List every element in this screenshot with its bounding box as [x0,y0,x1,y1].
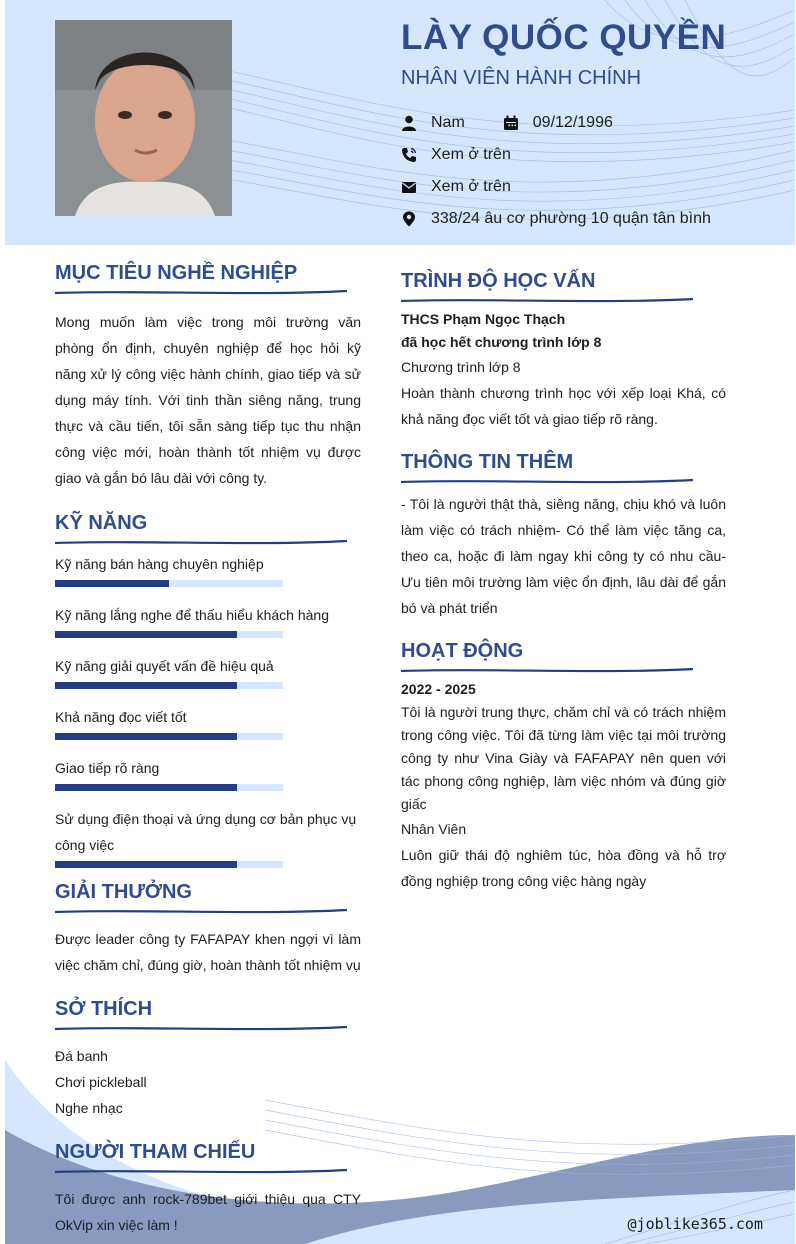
section-references [55,1141,361,1238]
list-item: Chơi pickleball [55,1074,147,1090]
skill-name: Sử dụng điện thoại và ứng dụng cơ bản phục vụ công việc [55,811,357,853]
skill-level-fill [55,861,237,868]
section-title: MỤC TIÊU NGHỀ NGHIỆP [55,262,298,284]
brush-underline [401,478,693,486]
info-row-phone [401,144,511,166]
section-additional-info [401,451,726,621]
info-row-personal [401,112,613,134]
education-school: THCS Phạm Ngọc Thạch [401,311,566,327]
calendar-icon [503,115,519,131]
section-education [401,270,726,432]
skill-name: Giao tiếp rõ ràng [55,760,160,776]
phone-value[interactable]: Xem ở trên [431,146,511,163]
section-hobbies [55,998,361,1121]
list-item: Nghe nhạc [55,1100,123,1116]
skill-level-bar [55,733,283,740]
education-description: Hoàn thành chương trình học với xếp loại Khá, có khả năng đọc viết tốt và giao tiếp rõ ràng. [401,385,726,427]
activity-period: 2022 - 2025 [401,681,476,697]
section-title: GIẢI THƯỞNG [55,881,192,903]
references-text: Tôi được anh rock-789bet giới thiệu qua CTY OkVip xin việc làm ! [55,1191,361,1233]
skill-name: Kỹ năng lắng nghe để thấu hiểu khách hàng [55,607,330,623]
skills-list [55,551,361,868]
additional-text: - Tôi là người thật thà, siêng năng, chịu khó và luôn làm việc có trách nhiệm- Có thể làm việc tăng ca, theo ca, hoặc đi làm ngay khi công ty có nhu cầu- Ưu tiên môi trường làm việc ổn định, lâu dài để gắn bó và phát triển [401,496,726,616]
skill-name: Khả năng đọc viết tốt [55,709,187,725]
gender-value: Nam [431,114,465,131]
skill-level-fill [55,784,237,791]
email-value[interactable]: Xem ở trên [431,178,511,195]
activity-description: Tôi là người trung thực, chăm chỉ và có trách nhiệm trong công việc. Tôi đã từng làm việc tại môi trường công ty như Vina Giày và FAFAPAY nên quen với tác phong công nghiệp, làm việc nhóm và đúng giờ giấc [401,704,726,812]
education-degree: đã học hết chương trình lớp 8 [401,334,602,350]
objective-text: Mong muốn làm việc trong môi trường văn phòng ổn định, chuyên nghiệp để học hỏi kỹ năng xử lý công việc hành chính, giao tiếp và sử dụng máy tính. Với tinh thần siêng năng, trung thực và cầu tiến, tôi sẵn sàng tiếp tục thu nhận công việc mới, hoàn thành tốt nhiệm vụ được giao và gắn bó lâu dài với công ty. [55,314,361,486]
skill-level-fill [55,682,237,689]
skill-name: Kỹ năng giải quyết vấn đề hiệu quả [55,658,274,674]
brush-underline [55,908,347,916]
hobbies-list [55,1043,361,1121]
skill-item [55,704,361,740]
skill-level-bar [55,861,283,868]
skill-item [55,653,361,689]
skill-item [55,551,361,587]
watermark: @joblike365.com [627,1215,763,1233]
user-icon [401,115,417,131]
skill-level-bar [55,631,283,638]
brush-underline [55,1168,347,1176]
map-pin-icon [401,211,417,227]
skill-item [55,755,361,791]
awards-text: Được leader công ty FAFAPAY khen ngợi vì làm việc chăm chỉ, đúng giờ, hoàn thành tốt nhiệm vụ [55,931,361,973]
section-title: NGƯỜI THAM CHIẾU [55,1141,256,1163]
skill-name: Kỹ năng bán hàng chuyên nghiệp [55,556,264,572]
section-awards [55,881,361,978]
section-title: THÔNG TIN THÊM [401,451,574,473]
skill-level-bar [55,682,283,689]
skill-level-bar [55,784,283,791]
list-item: Đá banh [55,1048,108,1064]
phone-icon [401,147,417,163]
activity-role: Nhân Viên [401,821,467,837]
info-row-email [401,176,511,198]
section-title: TRÌNH ĐỘ HỌC VẤN [401,270,596,292]
profile-photo [55,20,232,216]
skill-level-bar [55,580,283,587]
skill-level-fill [55,733,237,740]
info-row-address [401,208,711,230]
envelope-icon [401,179,417,195]
section-title: SỞ THÍCH [55,998,153,1020]
skill-level-fill [55,631,237,638]
birthdate-value: 09/12/1996 [532,114,613,131]
brush-underline [55,1025,347,1033]
section-title: KỸ NĂNG [55,512,148,534]
skill-item [55,602,361,638]
job-title: NHÂN VIÊN HÀNH CHÍNH [401,67,642,89]
section-skills [55,512,361,868]
right-column [401,270,726,894]
brush-underline [55,539,347,547]
section-title: HOẠT ĐỘNG [401,640,524,662]
cv-page [5,0,795,1244]
brush-underline [401,667,693,675]
left-column [55,262,361,1238]
activity-role-description: Luôn giữ thái độ nghiêm túc, hòa đồng và hỗ trợ đồng nghiệp trong công việc hàng ngày [401,847,726,889]
section-objective [55,262,361,491]
skill-level-fill [55,580,169,587]
header [5,0,795,245]
section-activities [401,640,726,894]
brush-underline [401,297,693,305]
address-value: 338/24 âu cơ phường 10 quận tân bình [431,210,711,227]
candidate-name: LÀY QUỐC QUYỀN [401,18,727,57]
brush-underline [55,289,347,297]
skill-item [55,806,361,868]
education-program: Chương trình lớp 8 [401,359,521,375]
